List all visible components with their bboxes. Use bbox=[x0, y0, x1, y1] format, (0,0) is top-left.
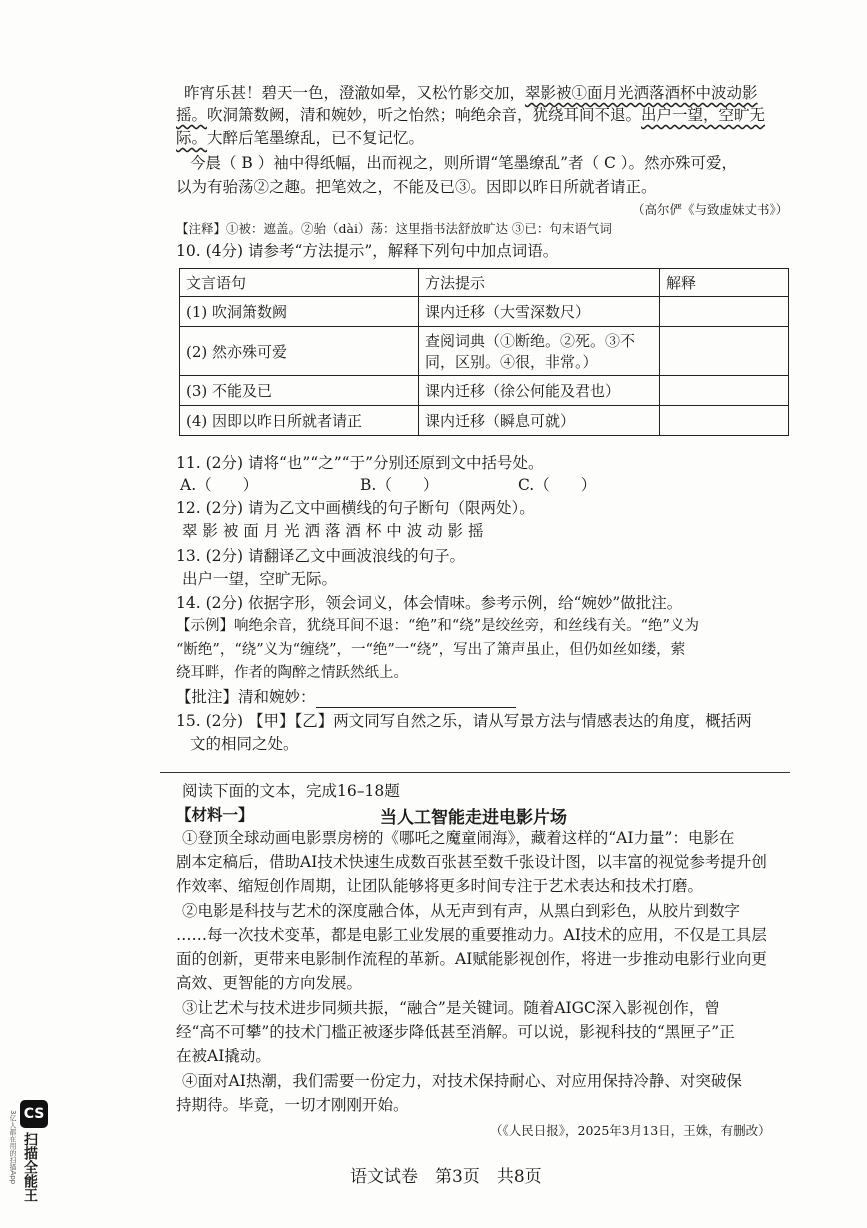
watermark-sub: 3亿人都在用的扫描App bbox=[9, 1110, 17, 1185]
table-header: 方法提示 bbox=[419, 269, 660, 297]
para-4-line: 持期待。毕竟，一切才刚刚开始。 bbox=[176, 1096, 409, 1114]
para-1-line: 作效率、缩短创作周期，让团队能够将更多时间专注于艺术表达和技术打磨。 bbox=[176, 877, 704, 895]
table-cell: (3) 不能及已 bbox=[180, 376, 419, 406]
q11-stem: 11. (2分) 请将“也”“之”“于”分别还原到文中括号处。 bbox=[176, 454, 544, 472]
article-source: （《人民日报》，2025年3月13日，王姝，有删改） bbox=[490, 1123, 771, 1138]
wavy-text: 际。 bbox=[176, 129, 208, 147]
reading-intro: 阅读下面的文本，完成16–18题 bbox=[182, 782, 400, 800]
camscanner-logo-icon: CS bbox=[20, 1100, 48, 1128]
table-cell: 课内迁移（瞬息可就） bbox=[419, 406, 660, 436]
page-footer: 语文试卷 第3页 共8页 bbox=[350, 1167, 542, 1187]
divider bbox=[160, 772, 790, 773]
text: 大醉后笔墨缭乱，已不复记忆。 bbox=[207, 129, 425, 147]
para-3-line: 经“高不可攀”的技术门槛正被逐步降低甚至消解。可以说，影视科技的“黑匣子”正 bbox=[176, 1023, 735, 1041]
answer-cell[interactable] bbox=[660, 376, 789, 406]
q11-a[interactable]: A.（ ） bbox=[180, 476, 259, 494]
table-cell: (1) 吹洞箫数阙 bbox=[180, 297, 419, 327]
scanner-watermark bbox=[20, 1100, 50, 1220]
q12-stem: 12. (2分) 请为乙文中画横线的句子断句（限两处）。 bbox=[176, 499, 535, 517]
q14-example-1: 【示例】响绝余音，犹绕耳间不退：“绝”和“绕”是绞丝旁，和丝线有关。“绝”义为 bbox=[176, 618, 699, 634]
table-row bbox=[180, 406, 789, 436]
table-cell: 课内迁移（徐公何能及君也） bbox=[419, 376, 660, 406]
q14-example-3: 绕耳畔，作者的陶醉之情跃然纸上。 bbox=[176, 665, 408, 681]
answer-cell[interactable] bbox=[660, 406, 789, 436]
table-cell: (2) 然亦殊可爱 bbox=[180, 327, 419, 376]
wavy-text: 摇。 bbox=[176, 106, 208, 124]
table-cell: (4) 因即以昨日所就者请正 bbox=[180, 406, 419, 436]
passage-line-2 bbox=[176, 104, 765, 126]
table-row bbox=[180, 327, 789, 376]
passage-line-1 bbox=[184, 82, 758, 104]
q10-table bbox=[179, 268, 789, 436]
article-title: 当人工智能走进电影片场 bbox=[380, 808, 567, 828]
answer-cell[interactable] bbox=[660, 327, 789, 376]
table-cell: 课内迁移（大雪深数尺） bbox=[419, 297, 660, 327]
table-header: 文言语句 bbox=[180, 269, 419, 297]
passage-line-4: 今晨（ B ）袖中得纸幅，出而视之，则所谓“笔墨缭乱”者（ C ）。然亦殊可爱， bbox=[190, 154, 738, 172]
para-3-line: ③让艺术与技术进步同频共振，“融合”是关键词。随着AIGC深入影视创作，曾 bbox=[182, 999, 720, 1017]
para-2-line: ②电影是科技与艺术的深度融合体，从无声到有声，从黑白到彩色，从胶片到数字 bbox=[182, 902, 741, 920]
q15-line-1: 15. (2分) 【甲】【乙】两文同写自然之乐，请从写景方法与情感表达的角度，概括两 bbox=[176, 712, 752, 730]
table-row bbox=[180, 376, 789, 406]
q15-line-2: 文的相同之处。 bbox=[190, 735, 299, 753]
q11-c[interactable]: C.（ ） bbox=[518, 476, 597, 494]
para-4-line: ④面对AI热潮，我们需要一份定力，对技术保持耐心、对应用保持冷静、对突破保 bbox=[182, 1072, 742, 1090]
q13-sentence: 出户一望，空旷无际。 bbox=[182, 570, 338, 588]
q11-b[interactable]: B.（ ） bbox=[360, 476, 439, 494]
table-header-row bbox=[180, 269, 789, 297]
text: 吹洞箫数阙，清和婉妙，听之怡然；响绝余音，犹绕耳间不退。 bbox=[207, 106, 642, 124]
wavy-text: 翠影被①面月光洒落酒杯中波动影 bbox=[525, 84, 758, 102]
para-3-line: 在被AI撬动。 bbox=[176, 1047, 271, 1065]
q13-stem: 13. (2分) 请翻译乙文中画波浪线的句子。 bbox=[176, 547, 465, 565]
watermark-name: 扫描全能王 bbox=[22, 1132, 38, 1202]
para-1-line: ①登顶全球动画电影票房榜的《哪吒之魔童闹海》，藏着这样的“AI力量”：电影在 bbox=[182, 829, 735, 847]
note-label: 【批注】清和婉妙： bbox=[176, 688, 316, 706]
wavy-text: 出户一望，空旷无 bbox=[641, 106, 766, 124]
text: 昨宵乐甚！碧天一色，澄澈如晕，又松竹影交加， bbox=[184, 84, 526, 102]
table-row bbox=[180, 297, 789, 327]
passage-line-5: 以为有骀荡②之趣。把笔效之，不能及已③。因即以昨日所就者请正。 bbox=[176, 178, 657, 196]
q14-stem: 14. (2分) 依据字形，领会词义，体会情味。参考示例，给“婉妙”做批注。 bbox=[176, 594, 683, 612]
para-2-line: 高效、更智能的方向发展。 bbox=[176, 974, 363, 992]
passage-notes: 【注释】①被：遮盖。②骀（dài）荡：这里指书法舒放旷达 ③已：句末语气词 bbox=[176, 221, 612, 236]
answer-blank[interactable] bbox=[316, 691, 516, 708]
para-1-line: 剧本定稿后，借助AI技术快速生成数百张甚至数千张设计图，以丰富的视觉参考提升创 bbox=[176, 853, 767, 871]
q14-example-2: “断绝”，“绕”义为“缠绕”，一“绝”一“绕”，写出了箫声虽止，但仍如丝如缕，萦 bbox=[176, 642, 686, 658]
para-2-line: 面的创新，更带来电影制作流程的革新。AI赋能影视创作，将进一步推动电影行业向更 bbox=[176, 950, 767, 968]
table-cell: 查阅词典（①断绝。②死。③不同，区别。④很，非常。） bbox=[419, 327, 660, 376]
answer-cell[interactable] bbox=[660, 297, 789, 327]
para-2-line: ……每一次技术变革，都是电影工业发展的重要推动力。AI技术的应用，不仅是工具层 bbox=[176, 926, 767, 944]
q12-sentence: 翠 影 被 面 月 光 洒 落 酒 杯 中 波 动 影 摇 bbox=[182, 522, 484, 540]
passage-source: （高尔俨《与致虚妹丈书》） bbox=[632, 202, 789, 217]
q14-note bbox=[176, 686, 516, 708]
material-label: 【材料一】 bbox=[176, 805, 254, 824]
passage-line-3 bbox=[176, 127, 424, 149]
q10-stem: 10. (4分) 请参考“方法提示”，解释下列句中加点词语。 bbox=[176, 242, 559, 260]
table-header: 解释 bbox=[660, 269, 789, 297]
